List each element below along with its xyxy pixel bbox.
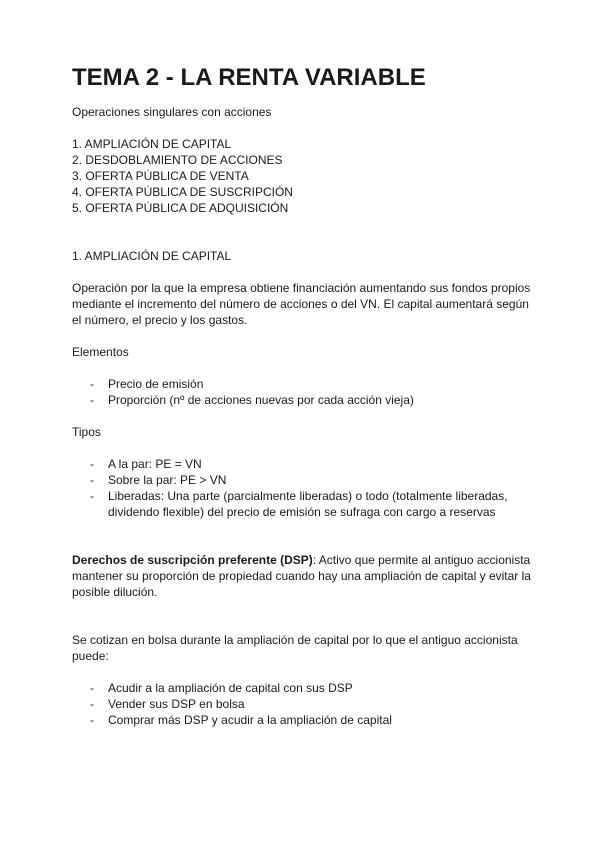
document-title: TEMA 2 - LA RENTA VARIABLE	[72, 64, 426, 91]
dash-bullet: -	[90, 489, 94, 503]
operations-list	[72, 136, 532, 216]
operation-item: 3. OFERTA PÚBLICA DE VENTA	[72, 169, 249, 183]
section-heading: 1. AMPLIACIÓN DE CAPITAL	[72, 249, 232, 263]
list-item-text: Vender sus DSP en bolsa	[108, 697, 245, 711]
dash-bullet: -	[90, 473, 94, 487]
list-item-text: A la par: PE = VN	[108, 457, 202, 471]
dash-bullet: -	[90, 697, 94, 711]
list-item-text: Acudir a la ampliación de capital con sus DSP	[108, 681, 353, 695]
list-item-text: Sobre la par: PE > VN	[108, 473, 227, 487]
list-item	[72, 472, 532, 488]
dash-bullet: -	[90, 393, 94, 407]
elementos-list	[72, 376, 532, 408]
tipos-heading: Tipos	[72, 425, 101, 439]
list-item	[72, 376, 532, 392]
dash-bullet: -	[90, 713, 94, 727]
list-item-text: Comprar más DSP y acudir a la ampliación de capital	[108, 713, 392, 727]
tipos-list	[72, 456, 532, 520]
operation-item: 4. OFERTA PÚBLICA DE SUSCRIPCIÓN	[72, 185, 293, 199]
dash-bullet: -	[90, 377, 94, 391]
list-item	[72, 712, 532, 728]
list-item-text: Precio de emisión	[108, 377, 204, 391]
opciones-list	[72, 680, 532, 728]
list-item	[72, 456, 532, 472]
dsp-definition: : Activo que permite al antiguo accionista mantener su proporción de propiedad cuando hay una ampliación de capital y evitar la posible dilución.	[72, 553, 531, 599]
list-item	[72, 488, 532, 520]
list-item-text: Proporción (nº de acciones nuevas por cada acción vieja)	[108, 393, 414, 407]
dsp-paragraph	[72, 552, 532, 600]
list-item	[72, 696, 532, 712]
section-intro: Operación por la que la empresa obtiene financiación aumentando sus fondos propios mediante el incremento del número de acciones o del VN. El capital aumentará según el número, el precio y los gastos.	[72, 281, 531, 327]
document-page	[72, 64, 532, 728]
dash-bullet: -	[90, 681, 94, 695]
list-item-text: Liberadas: Una parte (parcialmente liberadas) o todo (totalmente liberadas, dividendo flexible) del precio de emisión se sufraga con cargo a reservas	[108, 489, 508, 519]
dsp-term: Derechos de suscripción preferente (DSP)	[72, 553, 313, 567]
elementos-heading: Elementos	[72, 345, 129, 359]
list-item	[72, 392, 532, 408]
subtitle: Operaciones singulares con acciones	[72, 105, 272, 119]
dash-bullet: -	[90, 457, 94, 471]
operation-item: 5. OFERTA PÚBLICA DE ADQUISICIÓN	[72, 201, 289, 215]
operation-item: 1. AMPLIACIÓN DE CAPITAL	[72, 137, 232, 151]
list-item	[72, 680, 532, 696]
cotizan-paragraph: Se cotizan en bolsa durante la ampliación de capital por lo que el antiguo accionista puede:	[72, 633, 518, 663]
operation-item: 2. DESDOBLAMIENTO DE ACCIONES	[72, 153, 283, 167]
